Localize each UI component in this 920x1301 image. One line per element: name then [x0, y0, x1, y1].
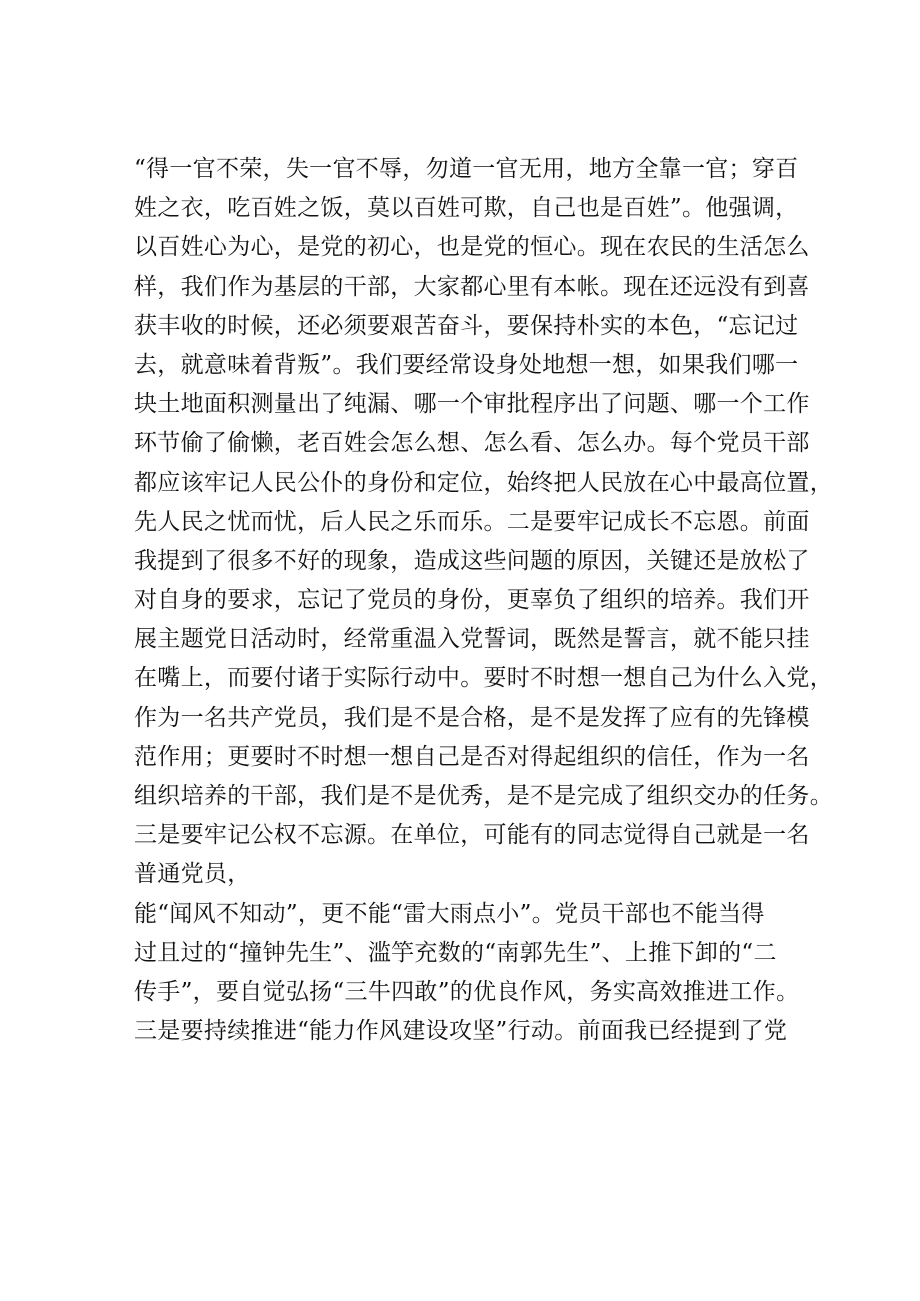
text-line: 三是要牢记公权不忘源。在单位，可能有的同志觉得自己就是一名 [134, 822, 810, 849]
text-line: 作为一名共产党员，我们是不是合格，是不是发挥了应有的先锋模 [134, 704, 810, 731]
text-line: 环节偷了偷懒，老百姓会怎么想、怎么看、怎么办。每个党员干部 [134, 430, 810, 457]
text-line: 都应该牢记人民公仆的身份和定位，始终把人民放在心中最高位置， [134, 469, 833, 496]
text-line: 获丰收的时候，还必须要艰苦奋斗，要保持朴实的本色，“忘记过 [134, 312, 799, 339]
text-line: 组织培养的干部，我们是不是优秀，是不是完成了组织交办的任务。 [134, 783, 833, 809]
body-text [134, 150, 833, 1051]
text-line: 过且过的“撞钟先生”、滥竽充数的“南郭先生”、上推下卸的“二 [134, 939, 777, 966]
text-line: 传手”，要自觉弘扬“三牛四敢”的优良作风，务实高效推进工作。 [134, 978, 800, 1005]
text-line: 以百姓心为心，是党的初心，也是党的恒心。现在农民的生活怎么 [134, 234, 810, 261]
text-line: 块土地面积测量出了纯漏、哪一个审批程序出了问题、哪一个工作 [134, 391, 810, 418]
text-line: 我提到了很多不好的现象，造成这些问题的原因，关键还是放松了 [134, 547, 810, 574]
text-line: 普通党员， [134, 861, 251, 888]
text-line: 能“闻风不知动”，更不能“雷大雨点小”。党员干部也不能当得 [134, 900, 765, 927]
text-line: 展主题党日活动时，经常重温入党誓词，既然是誓言，就不能只挂 [134, 626, 810, 653]
text-line: 样，我们作为基层的干部，大家都心里有本帐。现在还远没有到喜 [134, 273, 810, 300]
text-line: 对自身的要求，忘记了党员的身份，更辜负了组织的培养。我们开 [134, 587, 810, 614]
text-line: “得一官不荣，失一官不辱，勿道一官无用，地方全靠一官；穿百 [134, 156, 799, 182]
text-line: 在嘴上，而要付诸于实际行动中。要时不时想一想自己为什么入党， [134, 665, 833, 692]
text-line: 去，就意味着背叛”。我们要经常设身处地想一想，如果我们哪一 [134, 351, 799, 378]
text-line: 范作用；更要时不时想一想自己是否对得起组织的信任，作为一名 [134, 743, 810, 770]
text-line: 三是要持续推进“能力作风建设攻坚”行动。前面我已经提到了党 [134, 1018, 788, 1045]
text-line: 先人民之忧而忧，后人民之乐而乐。二是要牢记成长不忘恩。前面 [134, 508, 810, 535]
text-line: 姓之衣，吃百姓之饭，莫以百姓可欺，自己也是百姓”。他强调， [134, 195, 799, 222]
